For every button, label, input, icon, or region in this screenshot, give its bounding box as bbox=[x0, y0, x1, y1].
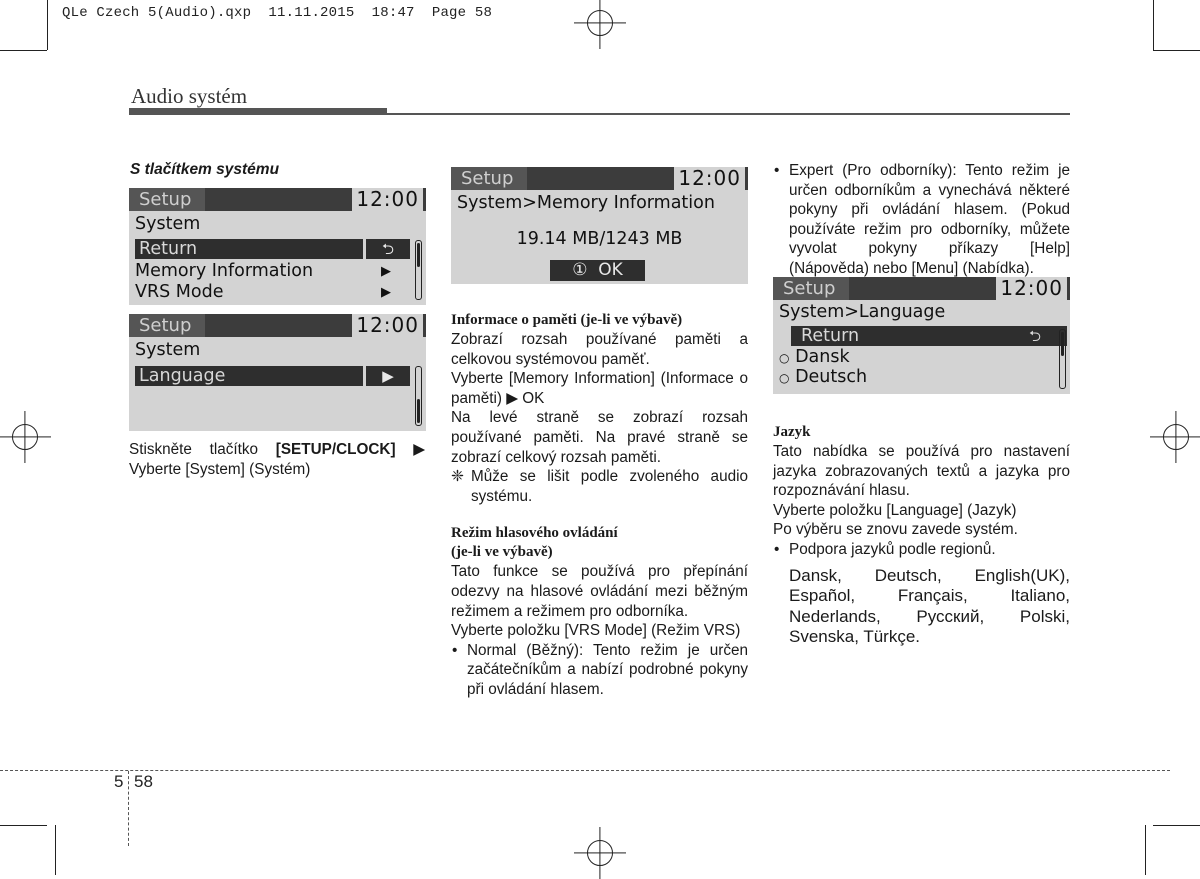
bullet-text: Expert (Pro odborníky): Tento režim je určen odborníkům a vynechává některé pokyny při ovládání hlasem. (Pokud používáte režim pro odborníky, můžete vyvolat pokyny příkazy [Help] (Nápověda) nebo [Menu] (Nabídka). bbox=[789, 162, 1070, 277]
lcd-tab: Setup bbox=[129, 188, 205, 211]
bullet-text: Normal (Běžný): Tento režim je určen začátečníkům a nabízí podrobné pokyny při ovládání hlasem. bbox=[467, 641, 748, 698]
lcd-clock: 12:00 bbox=[352, 188, 423, 211]
normal-mode-bullet: • Normal (Běžný): Tento režim je určen začátečníkům a nabízí podrobné pokyny při ovládání hlasem. bbox=[452, 641, 748, 698]
crop-mark bbox=[47, 0, 48, 50]
lcd-tab: Setup bbox=[451, 167, 527, 190]
region-bullet: • Podpora jazyků podle regionů. bbox=[774, 540, 996, 558]
crop-mark bbox=[1153, 0, 1154, 50]
lcd-tab: Setup bbox=[129, 314, 205, 337]
lcd-title: System>Memory Information bbox=[457, 193, 715, 213]
bullet-text: Podpora jazyků podle regionů. bbox=[789, 540, 996, 558]
lcd-selected-item bbox=[791, 326, 1067, 346]
lcd-scrollbar bbox=[415, 366, 422, 426]
registration-mark-icon bbox=[12, 424, 38, 450]
arrow-right-icon: ▶ bbox=[381, 285, 391, 300]
crop-mark bbox=[1145, 825, 1146, 875]
instruction-text: Stiskněte tlačítko bbox=[129, 441, 276, 458]
crop-mark bbox=[0, 825, 47, 826]
left-heading: S tlačítkem systému bbox=[130, 161, 280, 178]
header-rule bbox=[129, 108, 387, 115]
paragraph: Vyberte položku [VRS Mode] (Režim VRS) bbox=[451, 622, 741, 640]
section-title: Audio systém bbox=[131, 84, 248, 108]
page-number: 58 bbox=[134, 772, 153, 791]
paragraph: Zobrazí rozsah používané paměti a celkovou systémovou paměť. bbox=[451, 331, 748, 368]
chapter-number: 5 bbox=[114, 772, 124, 791]
registration-mark-icon bbox=[587, 840, 613, 866]
lcd-title: System bbox=[135, 340, 201, 360]
return-icon: ⮌ bbox=[1028, 327, 1041, 345]
info-icon: ① bbox=[572, 260, 588, 280]
language-heading: Jazyk bbox=[773, 424, 811, 440]
crop-mark bbox=[0, 50, 47, 51]
registration-mark-icon bbox=[587, 10, 613, 36]
lcd-option-dansk bbox=[779, 347, 850, 368]
lcd-option-label: Deutsch bbox=[795, 367, 868, 387]
radio-icon: ○ bbox=[779, 351, 790, 365]
memory-note bbox=[451, 467, 748, 506]
right-column-top bbox=[773, 161, 1070, 279]
lcd-screen-system-language bbox=[129, 314, 426, 431]
memory-value: 19.14 MB/1243 MB bbox=[516, 229, 683, 249]
lcd-selected-item: Return bbox=[135, 239, 363, 259]
lcd-selected-item: Language bbox=[135, 366, 363, 386]
lcd-clock: 12:00 bbox=[996, 277, 1067, 300]
lcd-screen-memory-information bbox=[451, 167, 748, 284]
left-instructions bbox=[129, 440, 425, 479]
right-column-text bbox=[773, 423, 1070, 648]
lcd-title: System bbox=[135, 214, 201, 234]
lcd-clock: 12:00 bbox=[352, 314, 423, 337]
paragraph: Tato funkce se používá pro přepínání odezvy na hlasové ovládání mezi běžným režimem a režimem pro odborníka. bbox=[451, 563, 748, 620]
paragraph: Vyberte [Memory Information] (Informace o paměti) ▶ OK bbox=[451, 370, 748, 407]
instruction-text: ▶ Vyberte [System] (Systém) bbox=[129, 441, 425, 478]
crop-mark bbox=[1153, 50, 1200, 51]
note-text: Může se lišit podle zvoleného audio systému. bbox=[471, 468, 748, 505]
expert-mode-bullet: • Expert (Pro odborníky): Tento režim je určen odborníkům a vynechává některé pokyny při ovládání hlasem. (Pokud používáte režim pro odborníky, můžete vyvolat pokyny příkazy [Help] (Nápověda) nebo [Menu] (Nabídka). bbox=[774, 162, 1070, 277]
lcd-option-label: Dansk bbox=[795, 347, 850, 367]
lcd-tab: Setup bbox=[773, 277, 849, 300]
language-list: Dansk, Deutsch, English(UK), Español, Français, Italiano, Nederlands, Русский, Polski, Svenska, Türkçe. bbox=[789, 565, 1070, 647]
lcd-scrollbar bbox=[415, 240, 422, 300]
lcd-clock: 12:00 bbox=[674, 167, 745, 190]
lcd-screen-language-list bbox=[773, 277, 1070, 394]
header-rule bbox=[387, 113, 1070, 115]
paragraph: Po výběru se znovu zavede systém. bbox=[773, 521, 1018, 539]
paragraph: Vyberte položku [Language] (Jazyk) bbox=[773, 501, 1017, 519]
crop-mark bbox=[55, 825, 56, 875]
paragraph: Na levé straně se zobrazí rozsah používané paměti. Na pravé straně se zobrazí celkový rozsah paměti. bbox=[451, 409, 748, 466]
lcd-scrollbar bbox=[1059, 329, 1066, 389]
vrs-heading: Režim hlasového ovládání bbox=[451, 525, 618, 542]
lcd-menu-item: Memory Information bbox=[135, 261, 314, 281]
registration-mark-icon bbox=[1163, 424, 1189, 450]
arrow-right-icon: ▶ bbox=[366, 366, 410, 386]
radio-icon: ○ bbox=[779, 371, 790, 385]
footer-divider bbox=[128, 771, 129, 846]
ok-label: OK bbox=[598, 260, 623, 280]
paragraph: Tato nabídka se používá pro nastavení jazyka zobrazovaných textů a jazyka pro rozpoznávání hlasu. bbox=[773, 443, 1070, 500]
lcd-selected-label: Return bbox=[801, 326, 860, 346]
return-icon: ⮌ bbox=[366, 239, 410, 259]
ok-button bbox=[550, 260, 645, 281]
vrs-heading-sub: (je-li ve výbavě) bbox=[451, 544, 553, 561]
memory-heading: Informace o paměti (je-li ve výbavě) bbox=[451, 312, 683, 328]
lcd-screen-system-menu bbox=[129, 188, 426, 305]
lcd-option-deutsch bbox=[779, 367, 867, 388]
footer-rule bbox=[0, 770, 1170, 771]
lcd-title: System>Language bbox=[779, 302, 946, 322]
setup-clock-key: [SETUP/CLOCK] bbox=[275, 441, 396, 458]
arrow-right-icon: ▶ bbox=[381, 264, 391, 279]
print-slug: QLe Czech 5(Audio).qxp 11.11.2015 18:47 Page 58 bbox=[62, 5, 493, 21]
note-icon: ❈ bbox=[451, 468, 464, 486]
crop-mark bbox=[1153, 825, 1200, 826]
middle-column-text bbox=[451, 311, 748, 700]
lcd-menu-item: VRS Mode bbox=[135, 282, 224, 302]
